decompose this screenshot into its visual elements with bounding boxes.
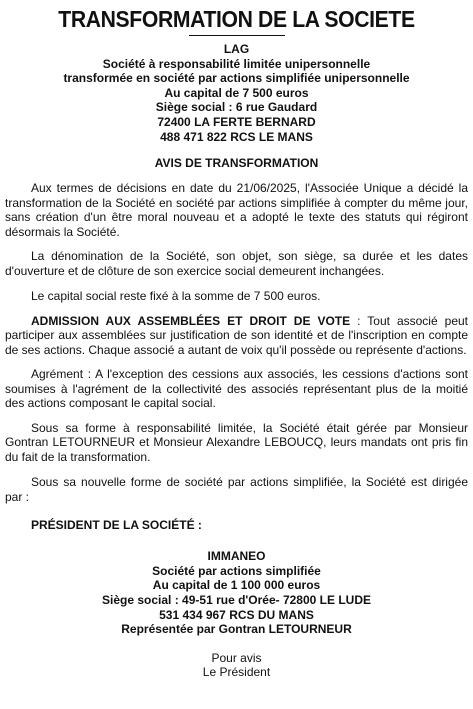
president-seat: Siège social : 49-51 rue d'Orée- 72800 LE LUDE <box>102 592 371 607</box>
paragraph-denomination: La dénomination de la Société, son objet, son siège, sa durée et les dates d'ouverture et de clôture de son exercice social demeurent inchangées. <box>5 249 468 278</box>
president-capital: Au capital de 1 100 000 euros <box>152 578 321 593</box>
paragraph-capital: Le capital social reste fixé à la somme de 7 500 euros. <box>31 289 321 304</box>
paragraph-decisions: Aux termes de décisions en date du 21/06/2025, l'Associée Unique a décidé la transformation de la Société en société par actions simplifiée à compter du même jour, sans création d'un être moral nouveau et a adopté le texte des statuts qui régiront désormais la Société. <box>5 181 468 239</box>
notice-title: AVIS DE TRANSFORMATION <box>154 156 319 171</box>
paragraph-agrement: Agrément : A l'exception des cessions aux associés, les cessions d'actions sont soumises à l'agrément de la collectivité des associés représentant plus de la moitié des actions composant le capital social. <box>5 367 468 411</box>
company-form-line1: Société à responsabilité limitée unipersonnelle <box>102 56 371 71</box>
company-seat: Siège social : 6 rue Gaudard <box>155 100 318 115</box>
president-name: IMMANEO <box>207 549 266 564</box>
paragraph-former-management: Sous sa forme à responsabilité limitée, la Société était gérée par Monsieur Gontran LETOURNEUR et Monsieur Alexandre LEBOUCQ, leurs mandats ont pris fin du fait de la transformation. <box>5 420 468 464</box>
signature-line1: Pour avis <box>211 650 262 665</box>
president-block <box>5 549 468 637</box>
company-name: LAG <box>223 42 250 56</box>
president-rcs: 531 434 967 RCS DU MANS <box>159 607 314 622</box>
paragraph-admission <box>5 314 468 358</box>
title-divider <box>189 35 285 36</box>
signature-block <box>5 651 468 680</box>
president-form: Société par actions simplifiée <box>152 563 321 578</box>
company-rcs: 488 471 822 RCS LE MANS <box>160 129 313 144</box>
company-block <box>5 42 468 144</box>
admission-text: : Tout associé peut participer aux assemblées sur justification de son identité et de l'inscription en compte de ses actions. Chaque associé a autant de voix qu'il possède ou représente d'actions. <box>5 313 469 357</box>
company-capital: Au capital de 7 500 euros <box>164 85 309 100</box>
president-representative: Représentée par Gontran LETOURNEUR <box>121 622 352 637</box>
paragraph-new-management: Sous sa nouvelle forme de société par actions simplifiée, la Société est dirigée par : <box>5 475 468 504</box>
legal-notice <box>0 6 473 709</box>
president-label: PRÉSIDENT DE LA SOCIÉTÉ : <box>31 518 202 533</box>
signature-line2: Le Président <box>202 665 271 680</box>
notice-headline: TRANSFORMATION DE LA SOCIETE <box>58 6 415 32</box>
company-city: 72400 LA FERTE BERNARD <box>157 114 316 129</box>
admission-heading: ADMISSION AUX ASSEMBLÉES ET DROIT DE VOTE <box>31 313 351 328</box>
company-form-line2: transformée en société par actions simplifiée unipersonnelle <box>63 71 410 86</box>
